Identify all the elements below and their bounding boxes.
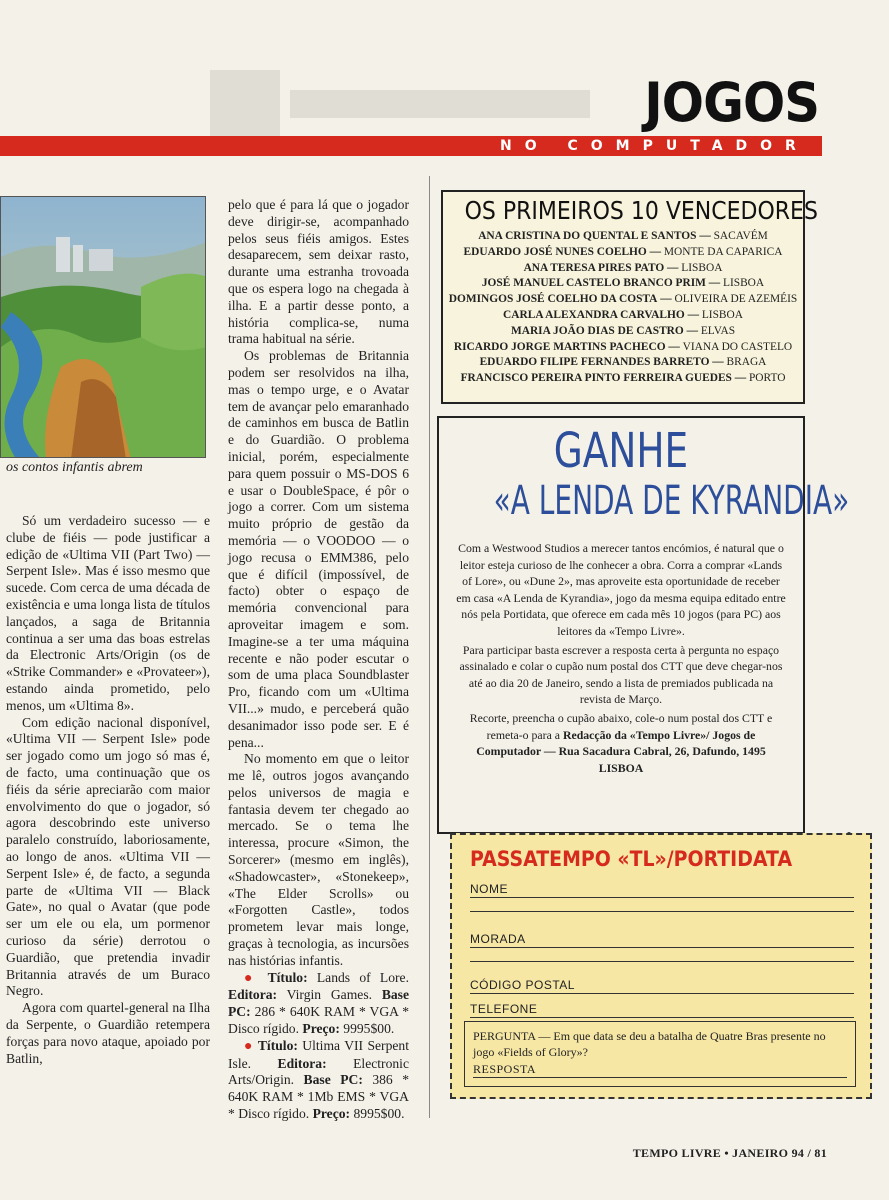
spec-title-label: Título: bbox=[267, 969, 308, 985]
promo-game-title: «A LENDA DE KYRANDIA» bbox=[493, 478, 850, 524]
article-paragraph: Só um verdadeiro sucesso — e clube de fiéis — pode justificar a edição de «Ultima VII (Part Two) — Serpent Isle». Mas é isso mesmo que sucede. Com cerca de uma década de existência e uma longa lista de títulos lançados, a saga de Britannia continua a ser uma das boas estrelas da Electronic Arts/Origin (os de «Strike Commander» e «Provateer»), estando ainda prometido, pelo menos, um «Ultima 8». bbox=[6, 513, 210, 713]
spec-base-label: Base PC: bbox=[303, 1072, 363, 1088]
section-subtitle: NO COMPUTADOR bbox=[500, 138, 809, 154]
address-label: MORADA bbox=[470, 932, 530, 946]
spec-base: 386 * 640K RAM * 1Mb EMS * VGA * Disco rígido. bbox=[228, 1072, 409, 1122]
bleed-through-shapes bbox=[200, 70, 600, 140]
spec-base-label: Base PC: bbox=[228, 987, 409, 1020]
promo-address: Redacção da «Tempo Livre»/ Jogos de Computador — Rua Sacadura Cabral, 26, Dafundo, 1495 LISBOA bbox=[476, 727, 766, 775]
game-spec-ultima-vii bbox=[228, 1038, 409, 1123]
spec-publisher: Electronic Arts/Origin. bbox=[228, 1055, 409, 1088]
address-field[interactable] bbox=[470, 931, 854, 948]
spec-price-label: Preço: bbox=[312, 1106, 351, 1122]
winner-item: EDUARDO FILIPE FERNANDES BARRETO — BRAGA bbox=[479, 356, 767, 369]
winners-list bbox=[443, 229, 803, 387]
postal-code-label: CÓDIGO POSTAL bbox=[470, 978, 579, 992]
fantasy-landscape-illustration bbox=[1, 197, 206, 458]
quiz-question: PERGUNTA — Em que data se deu a batalha de Quatre Bras presente no jogo «Fields of Glory»? bbox=[473, 1029, 826, 1059]
bleed-through-decoration bbox=[200, 70, 600, 140]
address-line-2[interactable] bbox=[470, 961, 854, 962]
page-footer: TEMPO LIVRE • JANEIRO 94 / 81 bbox=[632, 1146, 827, 1160]
promo-headline: GANHE bbox=[553, 423, 689, 479]
promo-paragraph: Com a Westwood Studios a merecer tantos encómios, é natural que o leitor esteja curioso de lhe conhecer a obra. Corra a comprar «Lands of Lore», ou «Dune 2», mas aproveite esta oportunidade de receber em casa «A Lenda de Kyrandia», jogo da mesma equipa editado entre nós pela Portidata, que oferece em cada mês 10 jogos (para PC) aos leitores da «Tempo Livre». bbox=[456, 541, 786, 638]
postal-code-field[interactable] bbox=[470, 977, 854, 994]
winner-item: EDUARDO JOSÉ NUNES COELHO — MONTE DA CAPARICA bbox=[463, 245, 783, 258]
winner-item: RICARDO JORGE MARTINS PACHECO — VIANA DO CASTELO bbox=[453, 340, 793, 353]
article-paragraph: Agora com quartel-general na Ilha da Serpente, o Guardião retempera forças para novo ataque, apoiado por Batlin, bbox=[6, 1000, 210, 1066]
bullet-icon: ● bbox=[244, 1038, 254, 1054]
article-paragraph: Os problemas de Britannia podem ser resolvidos na ilha, mas o tempo urge, e o Avatar tem de avançar pelo emaranhado de caminhos em busca de Batlin e do Guardião. O problema inicial, porém, especialmente para quem possuir o MS-DOS 6 e usar o DoubleSpace, é pôr o jogo a correr. Com um sistema muito próprio de gestão da memória — o VOODOO — o jogo recusa o EMM386, pelo que é difícil (impossível, de facto) obter o espaço de memória convencional para aproveitar imagem e som. Imagine-se a ter uma máquina recente e não poder escutar o som de uma placa Soundblaster Pro, ficando com um «Ultima VII...» mudo, e perceberá quão desanimador isso pode ser. E é pena... bbox=[228, 348, 409, 750]
coupon-title: PASSATEMPO «TL»/PORTIDATA bbox=[470, 847, 793, 871]
spec-publisher: Virgin Games. bbox=[286, 987, 373, 1003]
game-screenshot-image bbox=[0, 196, 206, 458]
spec-title: Ultima VII Serpent Isle. bbox=[228, 1037, 409, 1071]
image-caption: os contos infantis abrem bbox=[6, 460, 143, 475]
winners-box bbox=[441, 190, 818, 404]
phone-field[interactable] bbox=[470, 1001, 854, 1018]
column-frame-divider bbox=[421, 176, 430, 1118]
spec-price-label: Preço: bbox=[302, 1021, 340, 1037]
winner-item: ANA CRISTINA DO QUENTAL E SANTOS — SACAVÉM bbox=[478, 230, 768, 242]
section-title: JOGOS bbox=[644, 71, 819, 134]
entry-coupon bbox=[450, 833, 872, 1099]
winners-title: OS PRIMEIROS 10 VENCEDORES bbox=[464, 196, 818, 225]
winner-item: FRANCISCO PEREIRA PINTO FERREIRA GUEDES — PORTO bbox=[460, 372, 786, 385]
promo-address-paragraph: Recorte, preencha o cupão abaixo, cole-o num postal dos CTT e remeta-o para a Redacção da «Tempo Livre»/ Jogos de Computador — Rua Sacadura Cabral, 26, Dafundo, 1495 LISBOA bbox=[469, 710, 773, 775]
spec-publisher-label: Editora: bbox=[277, 1055, 327, 1071]
spec-price: 9995$00. bbox=[343, 1021, 395, 1037]
answer-field[interactable] bbox=[473, 1061, 847, 1078]
quiz-question-box bbox=[464, 1021, 856, 1087]
phone-label: TELEFONE bbox=[470, 1002, 541, 1016]
winner-item: ANA TERESA PIRES PATO — LISBOA bbox=[523, 261, 723, 274]
winner-item: JOSÉ MANUEL CASTELO BRANCO PRIM — LISBOA bbox=[481, 277, 765, 290]
answer-label: RESPOSTA bbox=[473, 1062, 537, 1076]
spec-title-label: Título: bbox=[257, 1037, 298, 1053]
spec-price: 8995$00. bbox=[353, 1106, 405, 1122]
winner-item: MARIA JOÃO DIAS DE CASTRO — ELVAS bbox=[510, 324, 736, 337]
bullet-icon: ● bbox=[244, 970, 259, 986]
promo-body bbox=[455, 540, 787, 776]
spec-publisher-label: Editora: bbox=[228, 987, 278, 1003]
winner-item: CARLA ALEXANDRA CARVALHO — LISBOA bbox=[503, 308, 743, 321]
winner-item: DOMINGOS JOSÉ COELHO DA COSTA — OLIVEIRA DE AZEMÉIS bbox=[448, 293, 798, 306]
promo-paragraph: Para participar basta escrever a resposta certa à pergunta no espaço assinalado e colar o cupão num postal dos CTT que deve chegar-nos até ao dia 20 de Janeiro, sendo a lista de premiados publicada na revista de Março. bbox=[459, 642, 783, 707]
article-paragraph: pelo que é para lá que o jogador deve dirigir-se, acompanhado pelos seus fiéis amigos. Estes desaparecem, sem deixar rasto, durante uma estranha trovoada que os espera logo na chegada à ilha. E a partir desse ponto, a história complica-se, numa trama habitual na série. bbox=[228, 197, 409, 347]
name-label: NOME bbox=[470, 882, 512, 896]
article-column-1 bbox=[6, 513, 210, 1067]
promo-box bbox=[437, 416, 850, 834]
spec-base: 286 * 640K RAM * VGA * Disco rígido. bbox=[228, 1004, 409, 1037]
spec-title: Lands of Lore. bbox=[316, 969, 409, 985]
article-column-2 bbox=[228, 197, 409, 1123]
article-paragraph: No momento em que o leitor me lê, outros jogos avançando pelos universos de magia e fantasia devem ter chegado ao mercado. Se o tema lhe interessa, procure «Simon, the Sorcerer» (mesmo em inglês), «Shadowcaster», «Stonekeep», «The Elder Scrolls» ou «Forgotten Castle», todos prometem levar mais longe, graças à tecnologia, as incursões nas histórias infantis. bbox=[228, 751, 409, 968]
article-paragraph: Com edição nacional disponível, «Ultima VII — Serpent Isle» pode ser jogado como um jogo só mas é, de facto, uma continuação que os fiéis da série apreciarão com maior envolvimento do que o jogador, só agora descobrindo este universo paralelo construído, laboriosamente, ao longo de anos. «Ultima VII — Serpent Isle» é, de facto, a segunda parte de «Ultima VII — Black Gate», no qual o Avatar (que pode ser um ele ou ela, um pormenor curioso da série) derrotou o Guardião, que pretendia invadir Britannia através de um Buraco Negro. bbox=[6, 714, 210, 999]
game-spec-lands-of-lore bbox=[228, 970, 409, 1038]
name-field[interactable] bbox=[470, 881, 854, 898]
name-line-2[interactable] bbox=[470, 911, 854, 912]
